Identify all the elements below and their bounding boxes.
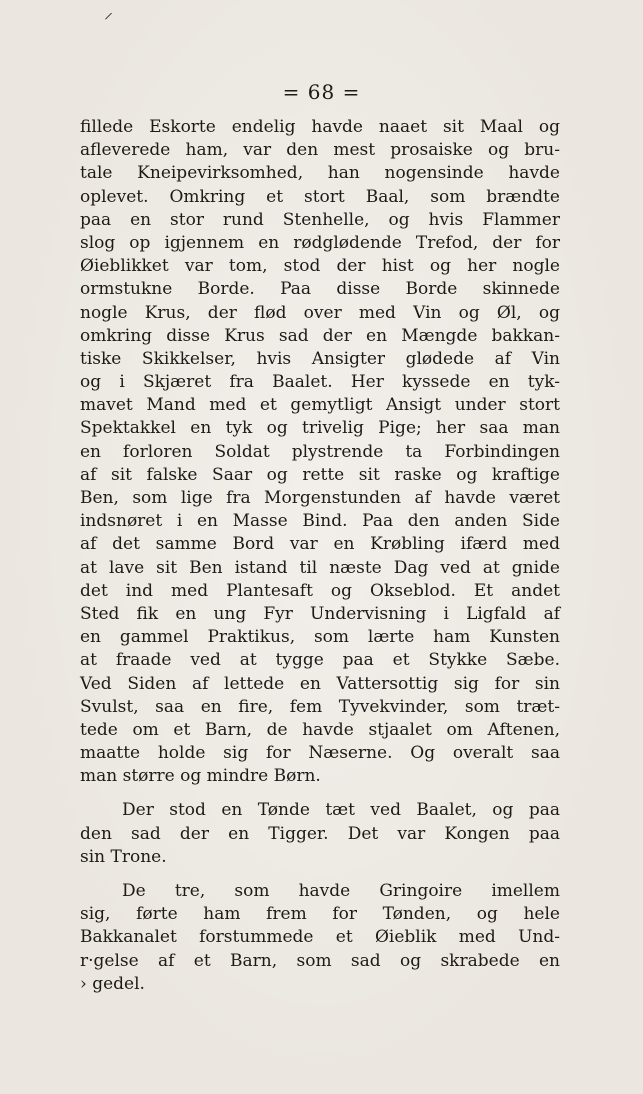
text-line: sin Trone. xyxy=(80,846,167,867)
text-line: r·gelse af et Barn, som sad og skrabede en xyxy=(80,950,560,971)
text-line: af sit falske Saar og rette sit raske og kraftige xyxy=(80,464,560,485)
text-line: Øieblikket var tom, stod der hist og her nogle xyxy=(80,256,560,277)
paragraph-1 xyxy=(80,116,560,788)
text-line: › gedel. xyxy=(80,973,145,994)
text-line: ormstukne Borde. Paa disse Borde skinnede xyxy=(80,279,560,300)
text-line: omkring disse Krus sad der en Mængde bakkan- xyxy=(80,325,560,346)
body-text xyxy=(80,116,560,996)
text-line: Der stod en Tønde tæt ved Baalet, og paa xyxy=(122,800,560,821)
text-line: at lave sit Ben istand til næste Dag ved at gnide xyxy=(80,557,560,578)
text-line: slog op igjennem en rødglødende Trefod, der for xyxy=(80,232,560,253)
text-line: Ved Siden af lettede en Vattersottig sig for sin xyxy=(80,673,560,694)
text-line: en gammel Praktikus, som lærte ham Kunsten xyxy=(80,627,560,648)
page-number: = 68 = xyxy=(282,80,361,104)
text-line: og i Skjæret fra Baalet. Her kyssede en tyk- xyxy=(80,372,560,393)
text-line: den sad der en Tigger. Det var Kongen paa xyxy=(80,823,560,844)
text-line: fillede Eskorte endelig havde naaet sit Maal og xyxy=(80,117,560,137)
text-line: oplevet. Omkring et stort Baal, som brændte xyxy=(80,186,560,207)
text-line: Spektakkel en tyk og trivelig Pige; her saa man xyxy=(80,418,560,439)
top-margin-mark: ⸝ xyxy=(104,2,113,23)
text-line: sig, førte ham frem for Tønden, og hele xyxy=(80,904,560,925)
text-line: Sted fik en ung Fyr Undervisning i Ligfald af xyxy=(80,603,560,624)
text-line: maatte holde sig for Næserne. Og overalt saa xyxy=(80,743,560,764)
text-line: at fraade ved at tygge paa et Stykke Sæbe. xyxy=(80,650,560,671)
text-line: Svulst, saa en fire, fem Tyvekvinder, som træt- xyxy=(80,696,560,717)
paragraph-3 xyxy=(80,880,560,996)
text-line: paa en stor rund Stenhelle, og hvis Flammer xyxy=(80,209,560,230)
text-line: man større og mindre Børn. xyxy=(80,766,321,787)
paragraph-2 xyxy=(80,799,560,869)
text-line: De tre, som havde Gringoire imellem xyxy=(122,881,560,901)
text-line: Ben, som lige fra Morgenstunden af havde været xyxy=(80,488,560,508)
text-line: indsnøret i en Masse Bind. Paa den anden Side xyxy=(80,511,560,532)
text-line: tede om et Barn, de havde stjaalet om Aftenen, xyxy=(80,719,560,740)
text-line: af det samme Bord var en Krøbling ifærd med xyxy=(80,534,560,555)
text-line: tiske Skikkelser, hvis Ansigter glødede af Vin xyxy=(80,348,560,369)
text-line: mavet Mand med et gemytligt Ansigt under stort xyxy=(80,395,560,416)
text-line: tale Kneipevirksomhed, han nogensinde havde xyxy=(80,163,560,184)
text-line: Bakkanalet forstummede et Øieblik med Und- xyxy=(80,927,560,948)
text-line: det ind med Plantesaft og Okseblod. Et andet xyxy=(80,580,560,601)
text-line: en forloren Soldat plystrende ta Forbindingen xyxy=(80,441,560,462)
text-line: nogle Krus, der flød over med Vin og Øl, og xyxy=(80,302,560,323)
text-line: afleverede ham, var den mest prosaiske og bru- xyxy=(80,140,560,161)
